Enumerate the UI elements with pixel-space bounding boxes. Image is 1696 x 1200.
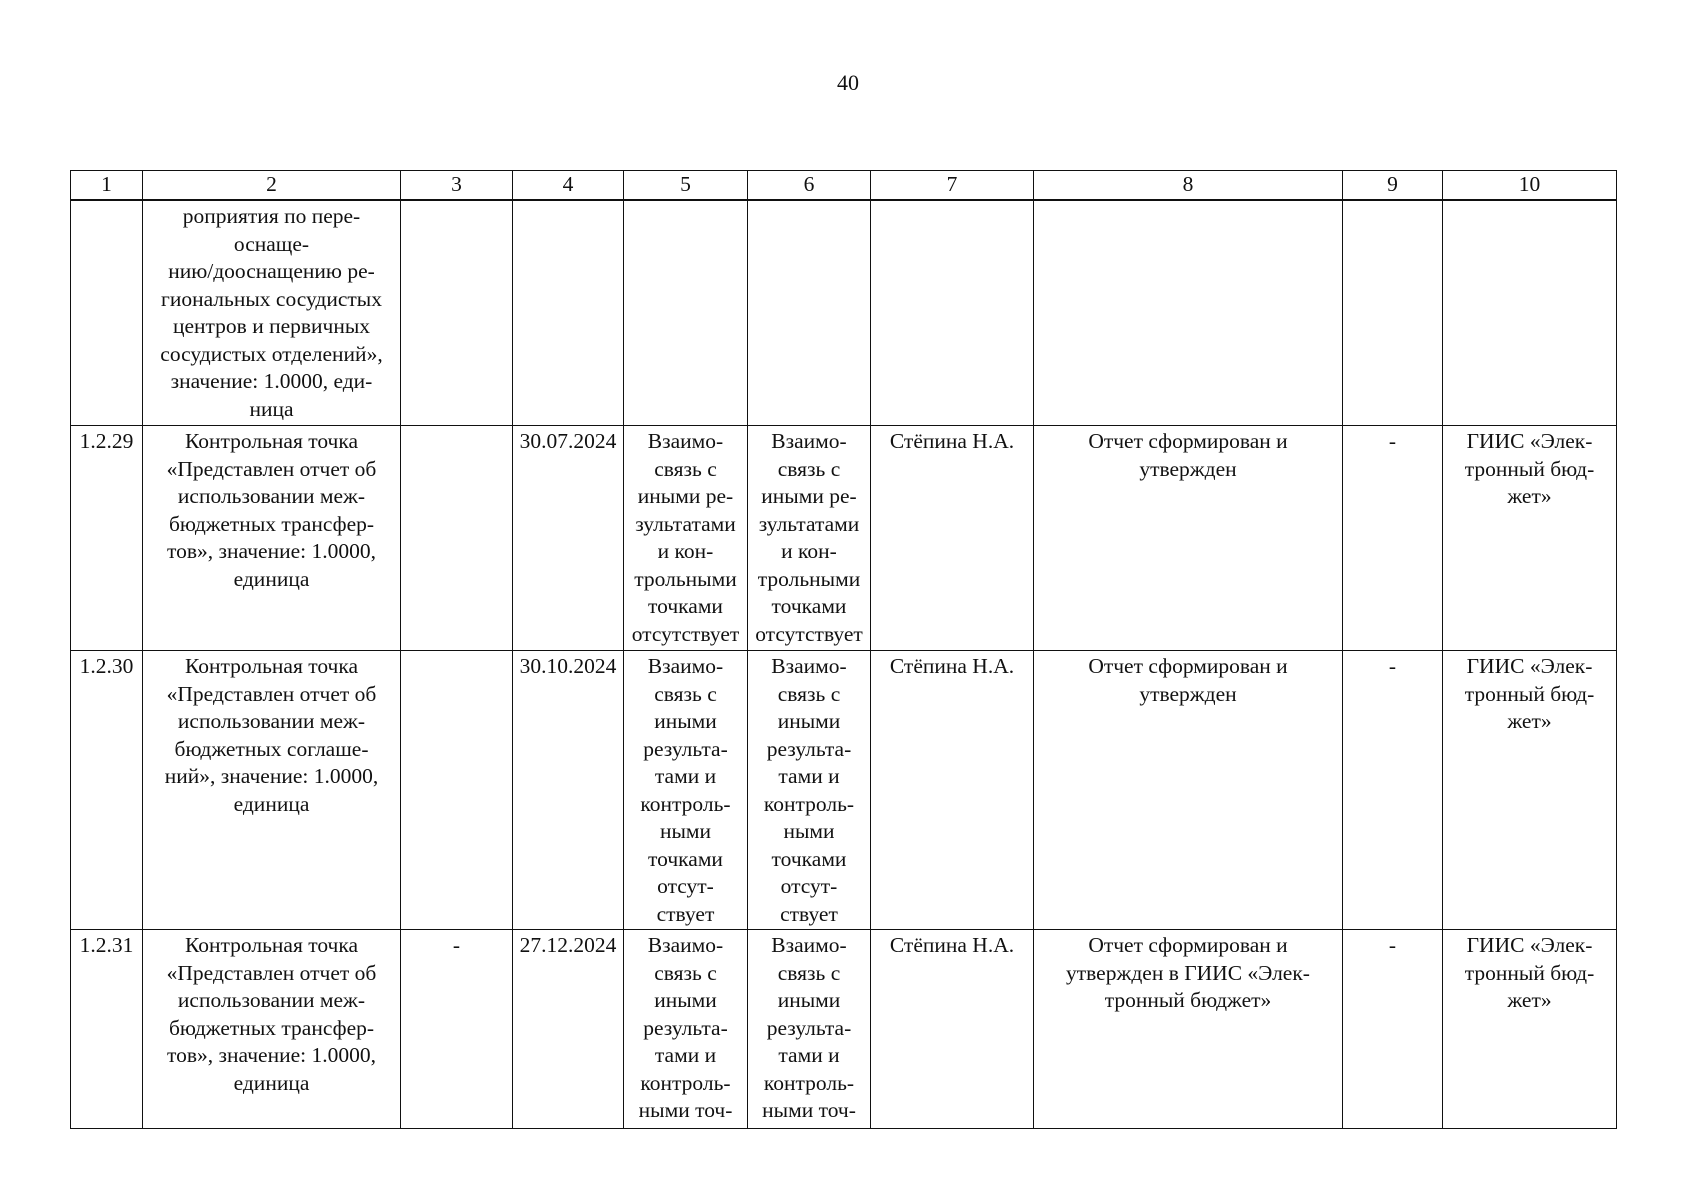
cell-col9: - [1343, 426, 1443, 651]
cell-col3 [401, 426, 513, 651]
column-header-1: 1 [71, 171, 143, 201]
cell-result: Отчет сформирован и утвержден в ГИИС «Элек- тронный бюджет» [1034, 930, 1343, 1129]
cell-col3: - [401, 930, 513, 1129]
column-header-6: 6 [748, 171, 871, 201]
cell-description: Контрольная точка «Представлен отчет об использовании меж- бюджетных трансфер- тов», значение: 1.0000, единица [143, 426, 401, 651]
cell-relation-a: Взаимо- связь с иными результа- тами и контроль- ными точками отсут- ствует [624, 651, 748, 930]
column-header-3: 3 [401, 171, 513, 201]
column-header-5: 5 [624, 171, 748, 201]
cell-system: ГИИС «Элек- тронный бюд- жет» [1443, 651, 1617, 930]
cell-relation-a [624, 200, 748, 426]
column-header-4: 4 [513, 171, 624, 201]
column-header-2: 2 [143, 171, 401, 201]
cell-number [71, 200, 143, 426]
cell-date: 27.12.2024 [513, 930, 624, 1129]
column-header-8: 8 [1034, 171, 1343, 201]
cell-responsible: Стёпина Н.А. [871, 426, 1034, 651]
cell-date: 30.10.2024 [513, 651, 624, 930]
cell-number: 1.2.30 [71, 651, 143, 930]
cell-result: Отчет сформирован и утвержден [1034, 651, 1343, 930]
cell-date: 30.07.2024 [513, 426, 624, 651]
cell-col3 [401, 651, 513, 930]
milestones-table [70, 170, 1617, 1129]
cell-relation-b: Взаимо- связь с иными результа- тами и контроль- ными точками отсут- ствует [748, 651, 871, 930]
cell-col9: - [1343, 930, 1443, 1129]
cell-responsible [871, 200, 1034, 426]
cell-col9: - [1343, 651, 1443, 930]
cell-col3 [401, 200, 513, 426]
cell-relation-a: Взаимо- связь с иными результа- тами и контроль- ными точ- [624, 930, 748, 1129]
cell-description: роприятия по пере- оснаще- нию/дооснащению ре- гиональных сосудистых центров и первичных сосудистых отделений», значение: 1.0000, еди- ница [143, 200, 401, 426]
column-number-header-row [71, 171, 1617, 201]
table-row-1-2-30 [71, 651, 1617, 930]
cell-responsible: Стёпина Н.А. [871, 651, 1034, 930]
cell-date [513, 200, 624, 426]
cell-description: Контрольная точка «Представлен отчет об использовании меж- бюджетных трансфер- тов», значение: 1.0000, единица [143, 930, 401, 1129]
cell-col9 [1343, 200, 1443, 426]
cell-result: Отчет сформирован и утвержден [1034, 426, 1343, 651]
table-row-continuation [71, 200, 1617, 426]
cell-number: 1.2.29 [71, 426, 143, 651]
cell-responsible: Стёпина Н.А. [871, 930, 1034, 1129]
cell-system [1443, 200, 1617, 426]
cell-system: ГИИС «Элек- тронный бюд- жет» [1443, 930, 1617, 1129]
column-header-10: 10 [1443, 171, 1617, 201]
cell-description: Контрольная точка «Представлен отчет об использовании меж- бюджетных соглаше- ний», значение: 1.0000, единица [143, 651, 401, 930]
column-header-7: 7 [871, 171, 1034, 201]
cell-relation-b: Взаимо- связь с иными результа- тами и контроль- ными точ- [748, 930, 871, 1129]
table-row-1-2-29 [71, 426, 1617, 651]
cell-relation-b [748, 200, 871, 426]
cell-system: ГИИС «Элек- тронный бюд- жет» [1443, 426, 1617, 651]
cell-number: 1.2.31 [71, 930, 143, 1129]
page-number: 40 [837, 70, 859, 95]
cell-relation-b: Взаимо- связь с иными ре- зультатами и кон- трольными точками отсутствует [748, 426, 871, 651]
table-row-1-2-31 [71, 930, 1617, 1129]
cell-relation-a: Взаимо- связь с иными ре- зультатами и кон- трольными точками отсутствует [624, 426, 748, 651]
column-header-9: 9 [1343, 171, 1443, 201]
cell-result [1034, 200, 1343, 426]
